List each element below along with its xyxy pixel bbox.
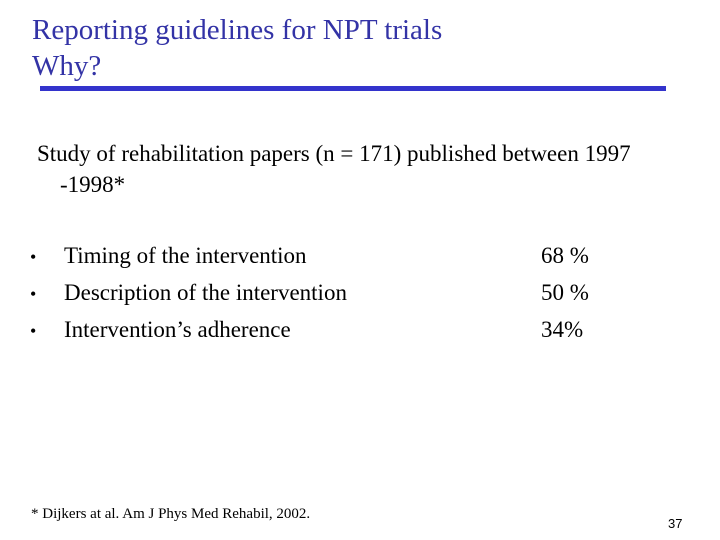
bullet-percentage: 34%: [541, 317, 584, 342]
bullet-item-description: [30, 280, 650, 317]
bullet-marker: •: [30, 321, 37, 341]
intro-text-line-2: -1998*: [60, 172, 126, 197]
bullet-label: Intervention’s adherence: [64, 317, 291, 342]
bullet-item-timing: [30, 243, 650, 280]
bullet-label: Description of the intervention: [64, 280, 347, 305]
slide-title-line-2: Why?: [32, 50, 102, 82]
bullet-percentage: 68 %: [541, 243, 589, 268]
bullet-item-adherence: [30, 317, 650, 354]
title-underline-divider: [40, 86, 666, 91]
page-number: 37: [668, 516, 683, 531]
slide-title: [32, 12, 442, 84]
footnote-citation: * Dijkers at al. Am J Phys Med Rehabil, 2002.: [31, 506, 311, 522]
intro-text: [37, 138, 717, 200]
bullet-label: Timing of the intervention: [64, 243, 307, 268]
bullet-percentage: 50 %: [541, 280, 589, 305]
bullet-marker: •: [30, 284, 37, 304]
bullet-list: [30, 243, 650, 354]
bullet-marker: •: [30, 247, 37, 267]
slide-title-line-1: Reporting guidelines for NPT trials: [32, 14, 443, 46]
intro-text-line-1: Study of rehabilitation papers (n = 171) published between 1997: [37, 141, 631, 166]
